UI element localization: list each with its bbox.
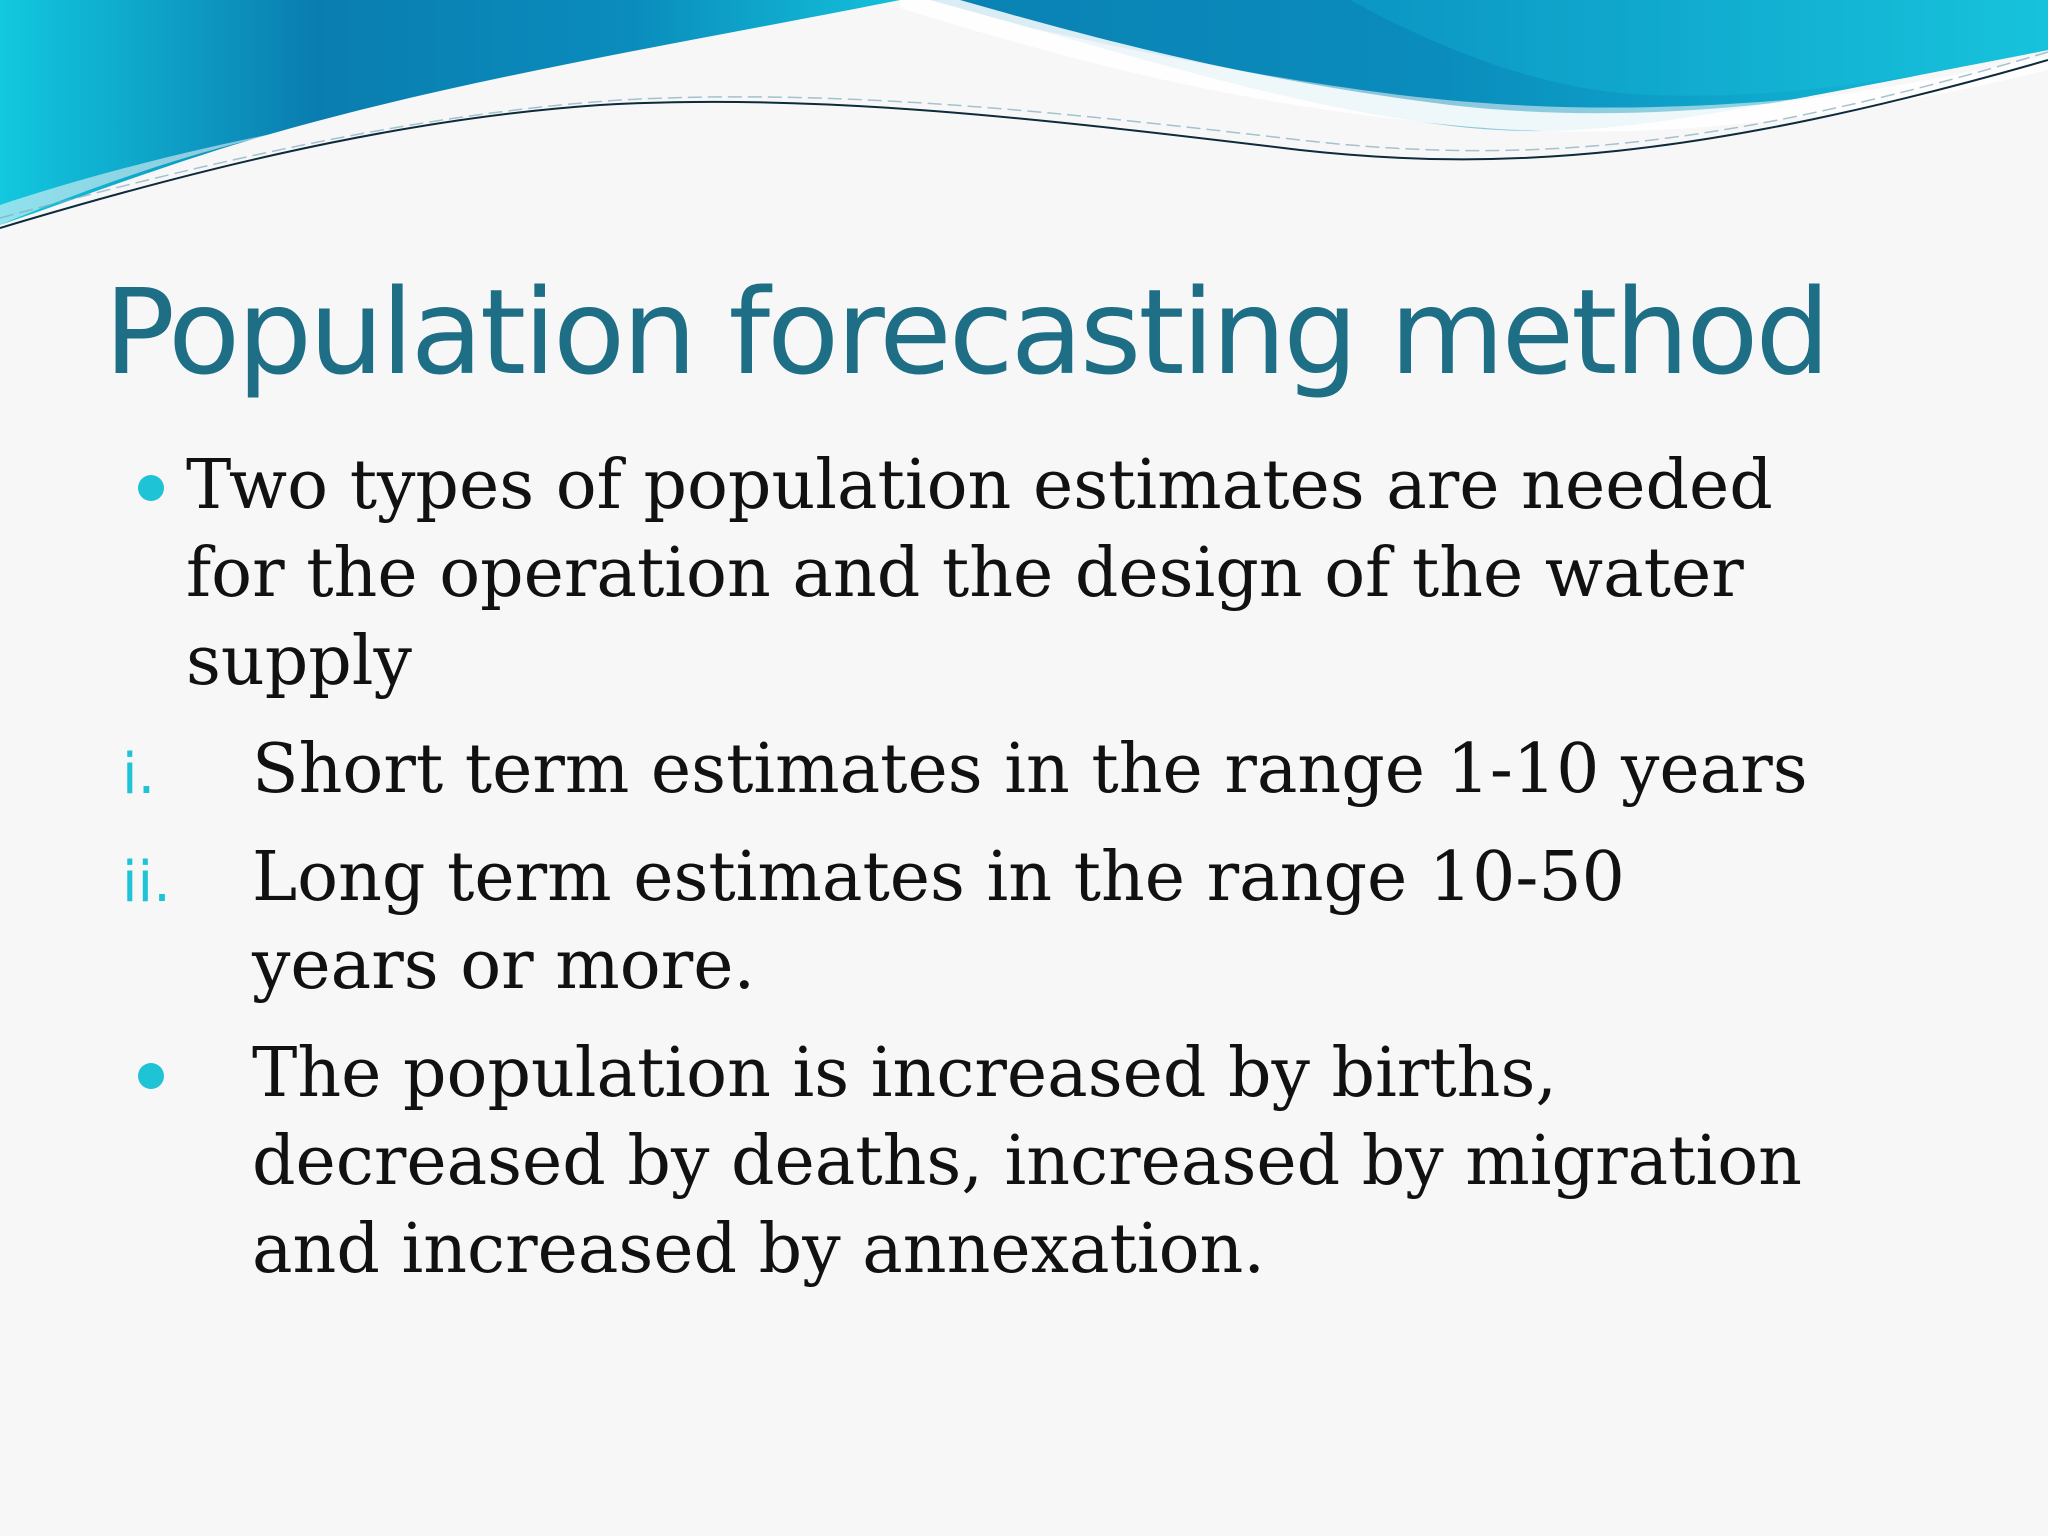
wave-band-left — [0, 0, 900, 225]
bullet-1-line-3: supply — [186, 622, 412, 701]
list-marker-ii: ii. — [122, 850, 171, 915]
slide-title: Population forecasting method — [104, 263, 1828, 401]
bullet-2-line-2: decreased by deaths, increased by migration — [252, 1122, 1802, 1201]
item-i-line-1: Short term estimates in the range 1-10 years — [252, 730, 1808, 809]
bullet-2-line-1: The population is increased by births, — [252, 1034, 1557, 1113]
header-wave-decoration — [0, 0, 2048, 240]
item-ii-line-2: years or more. — [252, 926, 756, 1005]
bullet-2-line-3: and increased by annexation. — [252, 1210, 1265, 1289]
item-ii-line-1: Long term estimates in the range 10-50 — [252, 838, 1625, 917]
bullet-1-line-1: Two types of population estimates are needed — [186, 446, 1773, 525]
bullet-dot-icon — [138, 1063, 164, 1089]
bullet-1-line-2: for the operation and the design of the water — [186, 534, 1744, 613]
list-marker-i: i. — [122, 742, 156, 807]
bullet-dot-icon — [138, 475, 164, 501]
